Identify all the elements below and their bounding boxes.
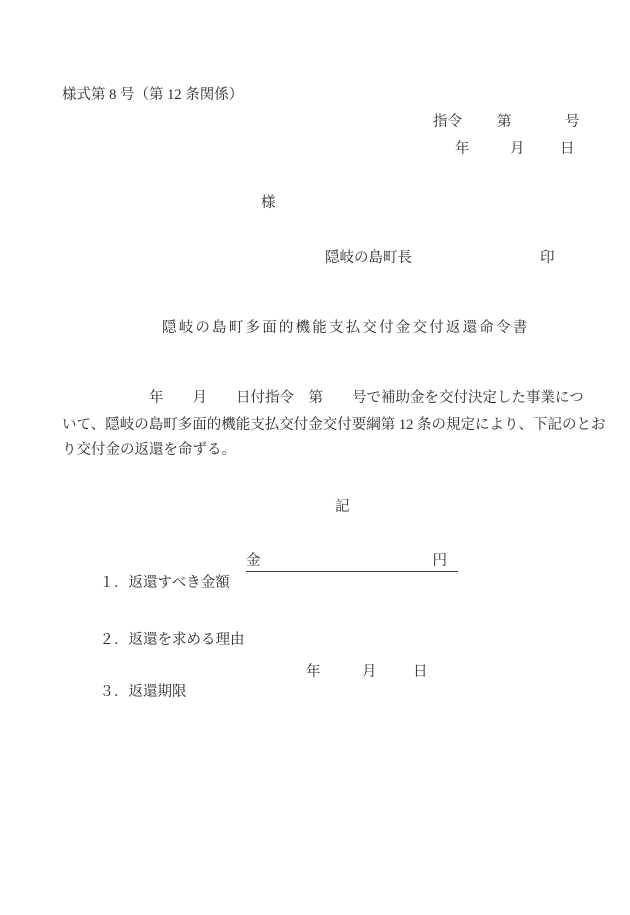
- item-2-number: ２．: [99, 632, 129, 648]
- deadline-day-label: 日: [413, 664, 428, 680]
- amount-suffix: 円: [432, 553, 447, 569]
- issue-date-day-label: 日: [560, 141, 575, 157]
- item-1-number: １．: [99, 575, 129, 591]
- item-2-label: 返還を求める理由: [128, 632, 245, 648]
- item-2: [85, 610, 245, 670]
- document-title: 隠岐の島町多面的機能支払交付金交付返還命令書: [162, 320, 530, 336]
- addressee-honorific: 様: [261, 195, 276, 211]
- deadline-month-label: 月: [362, 664, 377, 680]
- body-line-3: り交付金の返還を命ずる。: [62, 442, 236, 458]
- directive-number-prefix: 第: [497, 114, 512, 130]
- section-heading-ki: 記: [335, 499, 350, 515]
- form-number: 様式第 8 号（第 12 条関係）: [62, 87, 244, 103]
- amount-blank-field: [246, 553, 458, 572]
- item-1-label: 返還すべき金額: [128, 575, 230, 591]
- item-1: [85, 553, 230, 613]
- item-3-number: ３．: [99, 684, 129, 700]
- issuer-title: 隠岐の島町長: [325, 250, 412, 266]
- item-3: [85, 662, 187, 722]
- issue-date-year-label: 年: [455, 141, 470, 157]
- directive-label: 指令: [433, 114, 462, 130]
- directive-number-suffix: 号: [565, 114, 580, 130]
- item-3-label: 返還期限: [128, 684, 187, 700]
- amount-prefix: 金: [246, 553, 261, 569]
- seal-mark: 印: [540, 250, 555, 266]
- body-line-1: 年 月 日付指令 第 号で補助金を交付決定した事業につ: [62, 390, 584, 406]
- deadline-year-label: 年: [306, 664, 321, 680]
- issue-date-month-label: 月: [510, 141, 525, 157]
- body-line-2: いて、隠岐の島町多面的機能支払交付金交付要綱第 12 条の規定により、下記のとお: [62, 417, 606, 433]
